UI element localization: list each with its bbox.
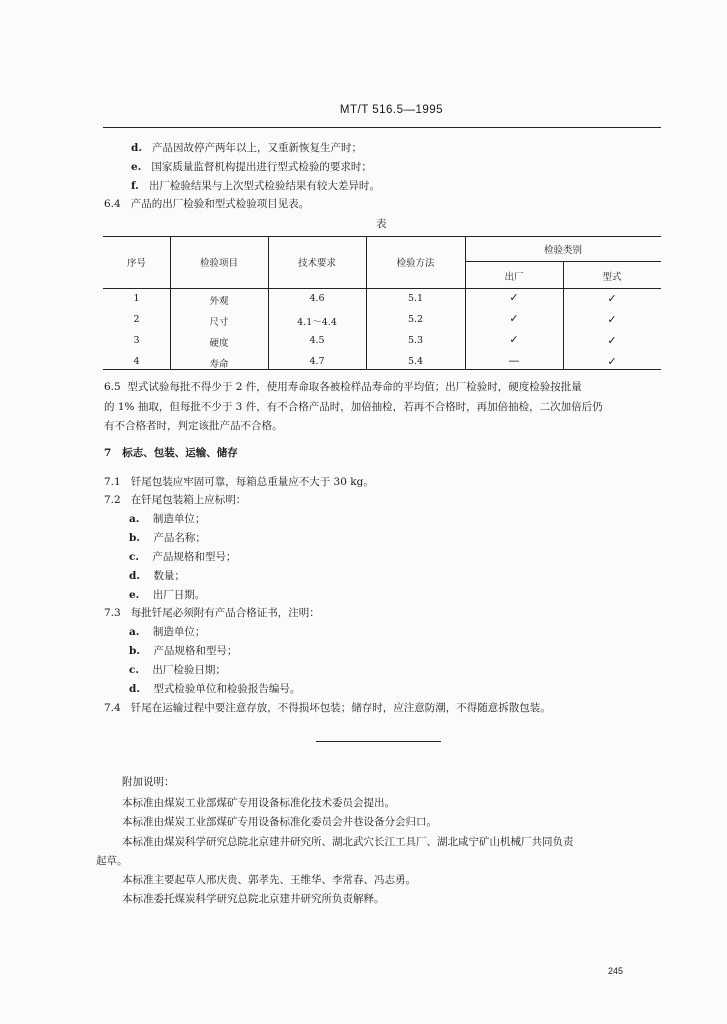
clause-number: 7.1 [104, 476, 121, 488]
item-letter: e. [131, 161, 142, 173]
check-mark-icon: ✓ [509, 333, 519, 346]
item-text: 型式检验单位和检验报告编号。 [153, 683, 301, 695]
check-mark-icon: ✓ [607, 313, 617, 326]
check-mark-icon: ✓ [607, 334, 617, 347]
notes-line: 本标准由煤炭工业部煤矿专用设备标准化委员会井巷设备分会归口。 [122, 816, 437, 828]
header-category: 检验类别 [543, 245, 582, 256]
list-item [131, 140, 362, 155]
header-rule [103, 127, 661, 128]
header-method: 检验方法 [396, 258, 435, 269]
list-item [129, 681, 300, 696]
clause-text: 每批钎尾必须附有产品合格证书，注明： [130, 607, 320, 619]
item-letter: d. [129, 570, 140, 582]
list-item [129, 662, 226, 677]
table-row-item: 尺寸 [209, 317, 229, 328]
table-row-method: 5.3 [407, 335, 424, 346]
item-letter: a. [129, 513, 140, 525]
notes-line: 本标准由煤炭工业部煤矿专用设备标准化技术委员会提出。 [122, 797, 395, 809]
notes-line: 本标准由煤炭科学研究总院北京建井研究所、湖北武穴长江工具厂、湖北咸宁矿山机械厂共同负责 [122, 836, 574, 848]
check-mark-icon: ✓ [607, 355, 617, 368]
table-caption: 表 [376, 218, 387, 230]
item-text: 数量； [153, 570, 185, 582]
list-item [129, 511, 205, 526]
table-row-method: 5.2 [407, 314, 424, 325]
section-separator [316, 741, 441, 742]
table-row-req: 4.1～4.4 [297, 317, 337, 328]
list-item [129, 549, 236, 564]
clause-7-4 [104, 700, 551, 715]
clause-7-1 [104, 474, 374, 489]
clause-6-4 [104, 196, 309, 211]
list-item [129, 624, 205, 639]
item-text: 出厂检验日期； [152, 664, 226, 676]
table-row-item: 寿命 [209, 359, 229, 370]
item-letter: b. [129, 532, 140, 544]
item-text: 产品名称； [153, 532, 206, 544]
table-header-rule [103, 288, 661, 289]
clause-text: 钎尾在运输过程中要注意存放，不得损坏包装；储存时，应注意防潮，不得随意拆散包装。 [130, 702, 551, 714]
list-item [131, 159, 372, 174]
header-item: 检验项目 [199, 258, 238, 269]
check-mark-icon: ✓ [509, 312, 519, 325]
clause-number: 6.5 [104, 381, 121, 393]
check-mark-icon: ✓ [607, 292, 617, 305]
clause-text: 钎尾包装应牢固可靠，每箱总重量应不大于 30 kg。 [130, 476, 374, 488]
table-row-item: 硬度 [209, 338, 229, 349]
item-letter: a. [129, 626, 140, 638]
table-row-req: 4.6 [309, 293, 325, 304]
list-item [129, 568, 185, 583]
list-item [131, 178, 380, 193]
notes-line: 本标准委托煤炭科学研究总院北京建井研究所负责解释。 [122, 893, 385, 905]
clause-number: 7.2 [104, 494, 121, 506]
item-letter: d. [131, 142, 142, 154]
header-type: 型式 [602, 272, 622, 283]
standard-number: MT/T 516.5—1995 [339, 104, 444, 116]
table-row-method: 5.4 [407, 356, 424, 367]
item-text: 制造单位； [152, 513, 206, 525]
table-row-seq: 4 [133, 356, 140, 367]
item-text: 制造单位； [152, 626, 206, 638]
item-letter: f. [131, 180, 139, 192]
item-text: 出厂日期。 [152, 589, 206, 601]
table-row-req: 4.7 [309, 356, 325, 367]
list-item [129, 587, 205, 602]
clause-number: 6.4 [104, 198, 121, 210]
clause-7-3 [104, 605, 320, 620]
item-text: 产品规格和型号； [152, 551, 237, 563]
clause-6-5-line-1 [104, 379, 582, 394]
page-number: 245 [608, 966, 624, 976]
clause-text: 在钎尾包装箱上应标明： [130, 494, 247, 506]
clause-text: 型式试验每批不得少于 2 件，使用寿命取各被检样品寿命的平均值；出厂检验时，硬度检验按批量 [127, 381, 582, 393]
item-letter: c. [129, 664, 140, 676]
item-letter: e. [129, 589, 140, 601]
item-letter: d. [129, 683, 140, 695]
item-text: 出厂检验结果与上次型式检验结果有较大差异时。 [148, 180, 380, 192]
list-item [129, 530, 206, 545]
notes-heading: 附加说明： [122, 776, 175, 788]
clause-6-5-line-3: 有不合格者时，判定该批产品不合格。 [104, 420, 283, 432]
clause-number: 7.4 [104, 702, 121, 714]
notes-line: 本标准主要起草人邢庆贵、郭孝先、王维华、李常春、冯志勇。 [122, 874, 416, 886]
section-number: 7 [104, 447, 112, 459]
clause-text: 产品的出厂检验和型式检验项目见表。 [130, 198, 310, 210]
clause-7-2 [104, 492, 246, 507]
table-top-rule [103, 236, 661, 237]
check-mark-icon: ✓ [509, 291, 519, 304]
table-row-seq: 3 [133, 335, 140, 346]
section-7-heading [104, 445, 238, 460]
standard-header [0, 104, 727, 116]
section-title: 标志、包装、运输、储存 [122, 447, 238, 459]
table-row-item: 外观 [209, 296, 229, 307]
table-row-req: 4.5 [309, 335, 325, 346]
table-row-method: 5.1 [407, 293, 424, 304]
item-letter: c. [129, 551, 140, 563]
clause-number: 7.3 [104, 607, 121, 619]
table-row-seq: 1 [133, 293, 140, 304]
item-text: 产品因故停产两年以上，又重新恢复生产时； [152, 142, 363, 154]
item-text: 产品规格和型号； [153, 645, 238, 657]
item-text: 国家质量监督机构提出进行型式检验的要求时； [151, 161, 372, 173]
notes-line: 起草。 [96, 855, 128, 867]
inspection-table [103, 236, 661, 370]
list-item [129, 643, 237, 658]
header-req: 技术要求 [297, 258, 336, 269]
table-row-seq: 2 [133, 314, 140, 325]
header-seq: 序号 [126, 258, 146, 269]
header-factory: 出厂 [504, 272, 524, 283]
item-letter: b. [129, 645, 140, 657]
clause-6-5-line-2: 的 1% 抽取，但每批不少于 3 件，有不合格产品时，加倍抽检，若再不合格时，再加倍抽检，二次加倍后仍 [104, 401, 603, 413]
dash-mark: — [508, 354, 520, 367]
